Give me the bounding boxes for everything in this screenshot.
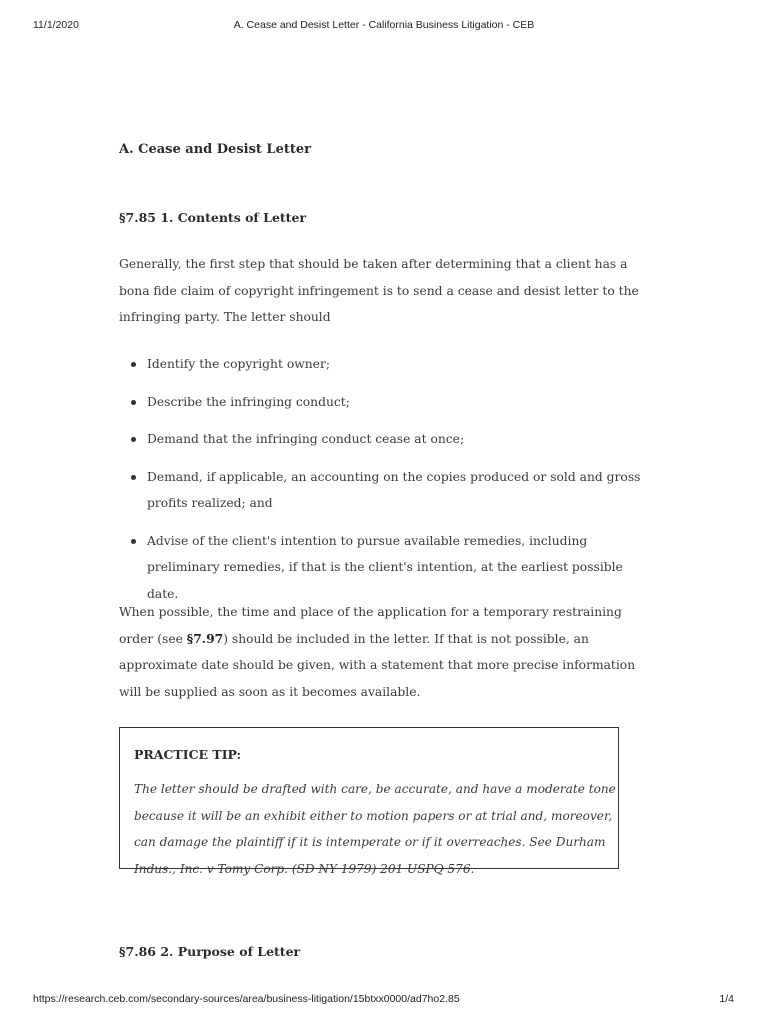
tro-paragraph: When possible, the time and place of the application for a temporary restraining order (see §7.97) should be included in the letter. If that is not possible, an approximate date should be given, with a statement that more precise information will be supplied as soon as it becomes available. — [119, 605, 636, 699]
section-title: A. Cease and Desist Letter — [119, 142, 311, 157]
list-item: Advise of the client's intention to pursue available remedies, including preliminary remedies, if that is the client's intention, at the earliest possible date. — [119, 528, 654, 608]
list-item: Identify the copyright owner; — [119, 351, 654, 378]
print-date: 11/1/2020 — [33, 19, 79, 31]
bullet-icon — [131, 475, 136, 480]
list-item: Demand that the infringing conduct cease at once; — [119, 426, 654, 453]
intro-paragraph: Generally, the first step that should be taken after determining that a client has a bona fide claim of copyright infringement is to send a cease and desist letter to the infringing party. The letter should — [119, 257, 639, 324]
list-item: Describe the infringing conduct; — [119, 389, 654, 416]
subsection-title-purpose: §7.86 2. Purpose of Letter — [119, 944, 301, 959]
print-footer — [0, 993, 768, 1007]
practice-tip-box — [119, 727, 619, 876]
subsection-title-contents: §7.85 1. Contents of Letter — [119, 210, 306, 225]
bullet-icon — [131, 539, 136, 544]
bullet-icon — [131, 437, 136, 442]
page-number: 1/4 — [719, 993, 734, 1005]
bullet-icon — [131, 362, 136, 367]
practice-tip-text: The letter should be drafted with care, be accurate, and have a moderate tone because it will be an exhibit either to motion papers or at trial and, moreover, can damage the plaintiff if it is intemperate or if it overreaches. See Durham Indus., Inc. v Tomy Corp. (SD NY 1979) 201 USPQ 576. — [134, 782, 616, 876]
print-header — [0, 19, 768, 33]
section-reference-link[interactable]: §7.97 — [186, 630, 224, 646]
list-item: Demand, if applicable, an accounting on the copies produced or sold and gross profits realized; and — [119, 464, 654, 517]
practice-tip-title: PRACTICE TIP: — [134, 747, 242, 762]
page-url: https://research.ceb.com/secondary-sources/area/business-litigation/15btxx0000/ad7ho2.85 — [33, 993, 460, 1005]
letter-requirements-list — [119, 351, 654, 618]
bullet-icon — [131, 400, 136, 405]
print-page-title: A. Cease and Desist Letter - California Business Litigation - CEB — [233, 19, 535, 31]
